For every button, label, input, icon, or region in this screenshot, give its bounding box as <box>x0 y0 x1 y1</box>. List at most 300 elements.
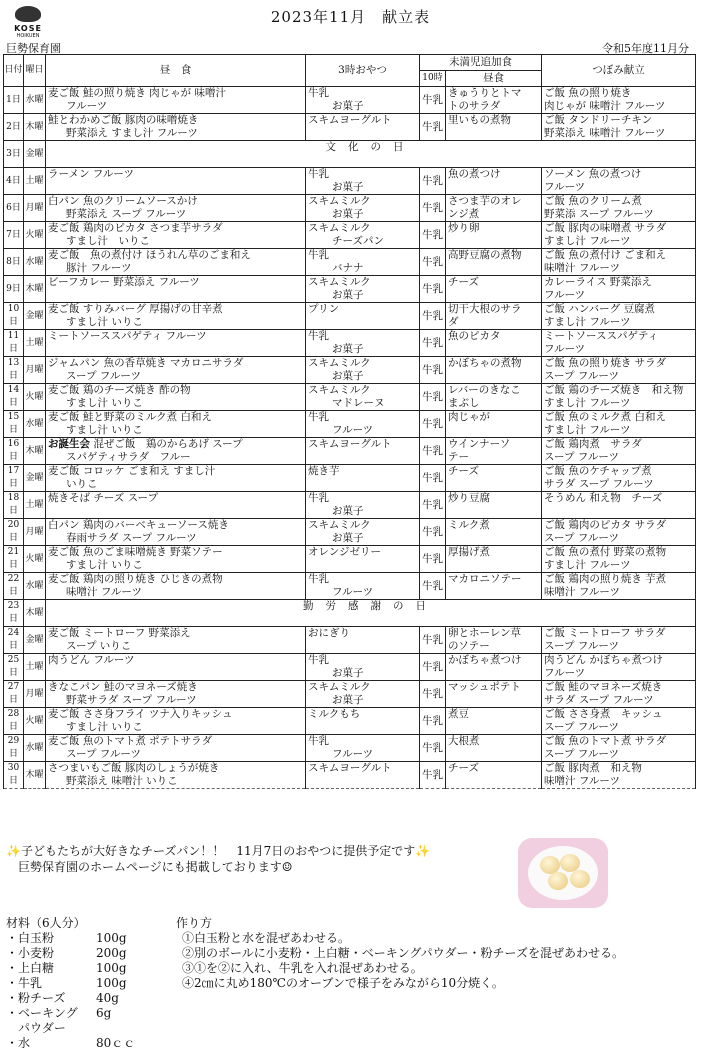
extra-line-2: ダ <box>448 316 459 328</box>
extra-line-1: かぼちゃの煮物 <box>448 357 522 369</box>
weekday-cell: 水曜 <box>24 411 46 438</box>
snack-line-2: マドレーヌ <box>332 397 385 409</box>
tsubomi-line-1: ご飯 豚肉煮 和え物 <box>544 762 642 774</box>
tsubomi-cell <box>542 735 696 762</box>
extra-line-1: ミルク煮 <box>448 519 490 531</box>
weekday-cell: 木曜 <box>24 438 46 465</box>
weekday-cell: 土曜 <box>24 330 46 357</box>
method-title: 作り方 <box>176 916 213 930</box>
menu-row <box>4 573 696 600</box>
snack-line-1: 焼き芋 <box>308 465 340 477</box>
weekday-cell: 金曜 <box>24 141 46 168</box>
tsubomi-line-1: ご飯 豚肉の味噌煮 サラダ <box>544 222 667 234</box>
lunch-line-2: 味噌汁 フルーツ <box>66 586 142 598</box>
extra-lunch-cell <box>446 519 542 546</box>
menu-row <box>4 87 696 114</box>
extra-line-1: レバーのきなこ <box>448 384 521 396</box>
material-name: ・牛乳 <box>6 976 43 990</box>
day-cell: 3日 <box>4 141 24 168</box>
day-cell: 10日 <box>4 303 24 330</box>
extra-lunch-cell <box>446 627 542 654</box>
material-amount: 100g <box>96 961 127 975</box>
lunch-line-2: すまし汁 いりこ <box>66 397 143 409</box>
extra-lunch-cell <box>446 168 542 195</box>
extra-line-2: テー <box>448 451 469 463</box>
lunch-line-1: 麦ご飯 魚の煮付け ほうれん草のごま和え <box>48 249 251 261</box>
lunch-line-1: 麦ご飯 コロッケ ごま和え すまし汁 <box>48 465 216 477</box>
lunch-cell <box>46 195 306 222</box>
lunch-line-2: スパゲティサラダ フルー <box>66 451 191 463</box>
material-amount: 40g <box>96 991 119 1005</box>
material-amount: 6g <box>96 1006 112 1020</box>
tsubomi-line-2: フルーツ <box>544 343 586 355</box>
lunch-line-2: すまし汁 いりこ <box>66 721 143 733</box>
snack-cell <box>306 276 420 303</box>
day-cell: 8日 <box>4 249 24 276</box>
ten-oclock-cell: 牛乳 <box>420 87 446 114</box>
snack-line-2: お菓子 <box>332 370 364 382</box>
extra-line-1: かぼちゃ煮つけ <box>448 654 522 666</box>
day-cell: 22日 <box>4 573 24 600</box>
snack-line-1: 牛乳 <box>308 87 329 99</box>
day-cell: 24日 <box>4 627 24 654</box>
tsubomi-cell <box>542 195 696 222</box>
extra-lunch-cell <box>446 492 542 519</box>
extra-line-1: 魚のピカタ <box>448 330 501 342</box>
tsubomi-cell <box>542 384 696 411</box>
snack-cell <box>306 303 420 330</box>
lunch-line-1: 麦ご飯 鶏肉のピカタ さつま芋サラダ <box>48 222 223 234</box>
extra-line-1: チーズ <box>448 465 479 477</box>
material-item <box>6 961 135 976</box>
holiday-cell: 文化の日 <box>46 141 696 168</box>
menu-row <box>4 627 696 654</box>
snack-line-2: お菓子 <box>332 667 364 679</box>
day-cell: 28日 <box>4 708 24 735</box>
ten-oclock-cell: 牛乳 <box>420 222 446 249</box>
menu-row <box>4 195 696 222</box>
lunch-cell <box>46 627 306 654</box>
snack-line-1: スキムヨーグルト <box>308 762 392 774</box>
tsubomi-line-1: カレーライス 野菜添え <box>544 276 652 288</box>
snack-cell <box>306 735 420 762</box>
day-cell: 21日 <box>4 546 24 573</box>
weekday-cell: 水曜 <box>24 249 46 276</box>
col-tsubomi: つぼみ献立 <box>542 55 696 87</box>
extra-line-2: トのサラダ <box>448 100 501 112</box>
weekday-cell: 土曜 <box>24 168 46 195</box>
menu-row <box>4 357 696 384</box>
materials-title: 材料（6人分） <box>6 916 86 930</box>
tsubomi-line-1: ご飯 鶏のチーズ焼き 和え物 <box>544 384 684 396</box>
ten-oclock-cell: 牛乳 <box>420 330 446 357</box>
tsubomi-line-1: ソーメン 魚の煮つけ <box>544 168 642 180</box>
cheese-bread-photo <box>518 838 608 908</box>
lunch-line-2: フルーツ <box>66 100 108 112</box>
lunch-cell <box>46 465 306 492</box>
tsubomi-line-1: ご飯 魚のケチャップ煮 <box>544 465 652 477</box>
extra-line-2: ンジ煮 <box>448 208 480 220</box>
extra-lunch-cell <box>446 465 542 492</box>
extra-lunch-cell <box>446 708 542 735</box>
extra-lunch-cell <box>446 276 542 303</box>
lunch-line-1: 鮭とわかめご飯 豚肉の味噌焼き <box>48 114 199 126</box>
menu-row <box>4 438 696 465</box>
snack-line-2: お菓子 <box>332 289 364 301</box>
day-cell: 20日 <box>4 519 24 546</box>
tsubomi-line-2: すまし汁 フルーツ <box>544 397 631 409</box>
tsubomi-line-2: 野菜添え 味噌汁 フルーツ <box>544 127 666 139</box>
snack-line-1: スキムミルク <box>308 519 371 531</box>
ten-oclock-cell: 牛乳 <box>420 465 446 492</box>
material-amount: 80ｃｃ <box>96 1036 136 1050</box>
day-cell: 23日 <box>4 600 24 627</box>
menu-row <box>4 384 696 411</box>
material-amount: 100g <box>96 931 127 945</box>
tsubomi-cell <box>542 303 696 330</box>
tsubomi-line-2: 味噌汁 フルーツ <box>544 586 620 598</box>
snack-line-1: 牛乳 <box>308 573 329 585</box>
ten-oclock-cell: 牛乳 <box>420 546 446 573</box>
extra-lunch-cell <box>446 384 542 411</box>
tsubomi-cell <box>542 168 696 195</box>
snack-line-1: プリン <box>308 303 340 315</box>
lunch-cell <box>46 546 306 573</box>
snack-line-2: バナナ <box>332 262 364 274</box>
tsubomi-line-2: スープ フルーツ <box>544 721 619 733</box>
snack-cell <box>306 762 420 789</box>
ten-oclock-cell: 牛乳 <box>420 411 446 438</box>
day-cell: 17日 <box>4 465 24 492</box>
method-step: ④2㎝に丸め180℃のオーブンで様子をみながら10分焼く。 <box>182 976 504 990</box>
snack-cell <box>306 384 420 411</box>
snack-line-1: スキムヨーグルト <box>308 114 392 126</box>
menu-row <box>4 411 696 438</box>
school-name: 巨勢保育園 <box>6 42 61 55</box>
snack-line-1: スキムミルク <box>308 276 371 288</box>
snack-line-1: 牛乳 <box>308 492 329 504</box>
weekday-cell: 土曜 <box>24 654 46 681</box>
extra-lunch-cell <box>446 573 542 600</box>
snack-line-1: スキムミルク <box>308 384 371 396</box>
lunch-line-2: 野菜添え 味噌汁 いりこ <box>66 775 178 787</box>
snack-cell <box>306 654 420 681</box>
col-date: 日付 <box>4 55 24 87</box>
recipe-materials <box>6 916 135 1051</box>
tsubomi-cell <box>542 708 696 735</box>
lunch-line-2: すまし汁 いりこ <box>66 424 143 436</box>
day-cell: 11日 <box>4 330 24 357</box>
day-cell: 16日 <box>4 438 24 465</box>
tsubomi-line-2: 味噌汁 フルーツ <box>544 262 620 274</box>
weekday-cell: 木曜 <box>24 762 46 789</box>
tsubomi-line-1: ご飯 ささ身煮 キッシュ <box>544 708 663 720</box>
snack-line-2: フルーツ <box>332 424 374 436</box>
extra-line-2: のソテー <box>448 640 490 652</box>
tsubomi-cell <box>542 222 696 249</box>
weekday-cell: 水曜 <box>24 735 46 762</box>
snack-cell <box>306 708 420 735</box>
snack-line-2: チーズパン <box>332 235 384 247</box>
ten-oclock-cell: 牛乳 <box>420 276 446 303</box>
day-cell: 4日 <box>4 168 24 195</box>
snack-line-2: お菓子 <box>332 694 364 706</box>
material-item <box>6 1021 135 1036</box>
snack-line-1: スキムヨーグルト <box>308 438 392 450</box>
lunch-cell <box>46 330 306 357</box>
extra-line-1: チーズ <box>448 276 479 288</box>
weekday-cell: 金曜 <box>24 627 46 654</box>
extra-lunch-cell <box>446 195 542 222</box>
col-extra-lunch: 昼食 <box>446 71 542 87</box>
ten-oclock-cell: 牛乳 <box>420 681 446 708</box>
menu-row <box>4 600 696 627</box>
day-cell: 30日 <box>4 762 24 789</box>
lunch-line-1: 白パン 鶏肉のバーベキューソース焼き <box>48 519 229 531</box>
tsubomi-line-1: ミートソーススパゲティ <box>544 330 659 342</box>
extra-line-1: 炒り豆腐 <box>448 492 490 504</box>
col-dow: 曜日 <box>24 55 46 87</box>
menu-row <box>4 546 696 573</box>
menu-row <box>4 168 696 195</box>
tsubomi-line-1: そうめん 和え物 チーズ <box>544 492 663 504</box>
extra-line-1: 大根煮 <box>448 735 480 747</box>
ten-oclock-cell: 牛乳 <box>420 573 446 600</box>
snack-line-1: 牛乳 <box>308 168 329 180</box>
snack-cell <box>306 249 420 276</box>
method-step: ②別のボールに小麦粉・上白糖・ベーキングパウダー・粉チーズを混ぜあわせる。 <box>182 946 624 960</box>
extra-line-1: ウインナーソ <box>448 438 511 450</box>
tsubomi-cell <box>542 465 696 492</box>
lunch-line-1: ラーメン フルーツ <box>48 168 134 180</box>
menu-table <box>3 54 696 789</box>
tsubomi-cell <box>542 114 696 141</box>
lunch-line-1: 麦ご飯 ささ身フライ ツナ入りキッシュ <box>48 708 233 720</box>
lunch-cell <box>46 168 306 195</box>
extra-line-1: チーズ <box>448 762 479 774</box>
extra-line-1: 卵とホーレン草 <box>448 627 522 639</box>
tsubomi-line-1: ご飯 タンドリーチキン <box>544 114 653 126</box>
menu-row <box>4 303 696 330</box>
menu-row <box>4 708 696 735</box>
tsubomi-cell <box>542 357 696 384</box>
ten-oclock-cell: 牛乳 <box>420 735 446 762</box>
snack-line-1: 牛乳 <box>308 411 329 423</box>
material-item <box>6 931 135 946</box>
extra-line-1: 切干大根のサラ <box>448 303 522 315</box>
extra-line-1: 炒り卵 <box>448 222 480 234</box>
lunch-cell <box>46 492 306 519</box>
tsubomi-line-1: ご飯 魚の煮付け ごま和え <box>544 249 667 261</box>
weekday-cell: 火曜 <box>24 384 46 411</box>
material-name: ・水 <box>6 1036 31 1050</box>
extra-lunch-cell <box>446 222 542 249</box>
weekday-cell: 木曜 <box>24 276 46 303</box>
snack-cell <box>306 87 420 114</box>
day-cell: 15日 <box>4 411 24 438</box>
tsubomi-line-1: ご飯 魚のミルク煮 白和え <box>544 411 666 423</box>
lunch-cell <box>46 276 306 303</box>
snack-line-1: おにぎり <box>308 627 350 639</box>
lunch-line-2: 豚汁 フルーツ <box>66 262 132 274</box>
material-name: ・小麦粉 <box>6 946 55 960</box>
weekday-cell: 土曜 <box>24 492 46 519</box>
lunch-line-2: すまし汁 いりこ <box>66 235 150 247</box>
tsubomi-cell <box>542 627 696 654</box>
snack-cell <box>306 357 420 384</box>
tsubomi-cell <box>542 654 696 681</box>
snack-line-1: 牛乳 <box>308 654 329 666</box>
material-name: ・白玉粉 <box>6 931 55 945</box>
ten-oclock-cell: 牛乳 <box>420 303 446 330</box>
snack-line-2: お菓子 <box>332 208 364 220</box>
tsubomi-line-2: 野菜添 スープ フルーツ <box>544 208 654 220</box>
snack-line-1: スキムミルク <box>308 357 371 369</box>
extra-line-1: きゅうりとトマ <box>448 87 522 99</box>
weekday-cell: 木曜 <box>24 114 46 141</box>
snack-line-2: お菓子 <box>332 343 364 355</box>
ten-oclock-cell: 牛乳 <box>420 438 446 465</box>
snack-cell <box>306 573 420 600</box>
tsubomi-line-1: 肉うどん かぼちゃ煮つけ <box>544 654 663 666</box>
lunch-line-2: 野菜サラダ スープ フルーツ <box>66 694 197 706</box>
lunch-line-1: 麦ご飯 すりみバーグ 厚揚げの甘辛煮 <box>48 303 223 315</box>
lunch-cell <box>46 762 306 789</box>
col-lunch: 昼 食 <box>46 55 306 87</box>
lunch-line-1: 麦ご飯 ミートローフ 野菜添え <box>48 627 191 639</box>
material-item <box>6 946 135 961</box>
snack-line-2: フルーツ <box>332 748 374 760</box>
snack-line-1: オレンジゼリー <box>308 546 381 558</box>
menu-row <box>4 249 696 276</box>
menu-row <box>4 276 696 303</box>
day-cell: 25日 <box>4 654 24 681</box>
lunch-line-1: さつまいもご飯 豚肉のしょうが焼き <box>48 762 220 774</box>
material-item <box>6 1036 135 1051</box>
tsubomi-cell <box>542 330 696 357</box>
tsubomi-cell <box>542 762 696 789</box>
tsubomi-cell <box>542 276 696 303</box>
cheese-bun-icon <box>548 872 568 890</box>
weekday-cell: 金曜 <box>24 465 46 492</box>
lunch-cell <box>46 681 306 708</box>
tsubomi-line-2: サラダ スープ フルーツ <box>544 694 654 706</box>
snack-line-2: お菓子 <box>332 100 364 112</box>
tsubomi-cell <box>542 438 696 465</box>
extra-line-1: さつま芋のオレ <box>448 195 522 207</box>
method-step: ③①を②に入れ、牛乳を入れ混ぜあわせる。 <box>182 961 423 975</box>
day-cell: 6日 <box>4 195 24 222</box>
menu-row <box>4 681 696 708</box>
lunch-line-2: すまし汁 いりこ <box>66 316 143 328</box>
tsubomi-cell <box>542 546 696 573</box>
tsubomi-line-2: スープ フルーツ <box>544 640 619 652</box>
extra-line-1: 厚揚げ煮 <box>448 546 490 558</box>
ten-oclock-cell: 牛乳 <box>420 492 446 519</box>
lunch-line-2: いりこ <box>66 478 98 490</box>
logo-sub: HOIKUEN <box>16 33 40 39</box>
tsubomi-line-2: フルーツ <box>544 289 586 301</box>
menu-row <box>4 141 696 168</box>
menu-row <box>4 762 696 789</box>
menu-row <box>4 330 696 357</box>
tsubomi-line-1: ご飯 鶏肉のピカタ サラダ <box>544 519 667 531</box>
extra-lunch-cell <box>446 762 542 789</box>
weekday-cell: 水曜 <box>24 87 46 114</box>
extra-line-1: 煮豆 <box>448 708 469 720</box>
tsubomi-line-2: サラダ スープ フルーツ <box>544 478 654 490</box>
lunch-line-1: 混ぜご飯 鶏のからあげ スープ <box>93 438 243 450</box>
extra-lunch-cell <box>446 681 542 708</box>
page-title: 2023年11月 献立表 <box>270 8 431 26</box>
tsubomi-line-1: ご飯 魚のクリーム煮 <box>544 195 642 207</box>
extra-line-1: 魚の煮つけ <box>448 168 501 180</box>
lunch-cell <box>46 114 306 141</box>
tsubomi-line-2: すまし汁 フルーツ <box>544 235 631 247</box>
snack-line-2: お菓子 <box>332 505 364 517</box>
lunch-line-1: 麦ご飯 鶏のチーズ焼き 酢の物 <box>48 384 191 396</box>
tsubomi-line-1: ご飯 魚のトマト煮 サラダ <box>544 735 667 747</box>
snack-cell <box>306 114 420 141</box>
snack-cell <box>306 627 420 654</box>
material-item <box>6 1006 135 1021</box>
tsubomi-cell <box>542 492 696 519</box>
menu-row <box>4 222 696 249</box>
day-cell: 2日 <box>4 114 24 141</box>
snack-cell <box>306 492 420 519</box>
snack-cell <box>306 519 420 546</box>
day-cell: 9日 <box>4 276 24 303</box>
tsubomi-line-2: 肉じゃが 味噌汁 フルーツ <box>544 100 666 112</box>
tsubomi-line-2: スープ フルーツ <box>544 532 619 544</box>
ten-oclock-cell: 牛乳 <box>420 654 446 681</box>
tsubomi-cell <box>542 249 696 276</box>
extra-lunch-cell <box>446 654 542 681</box>
lunch-line-1: 麦ご飯 魚のごま味噌焼き 野菜ソテー <box>48 546 223 558</box>
holiday-cell: 勤労感謝の日 <box>46 600 696 627</box>
day-cell: 18日 <box>4 492 24 519</box>
lunch-cell <box>46 87 306 114</box>
snack-line-1: スキムミルク <box>308 681 371 693</box>
lunch-line-1: ビーフカレー 野菜添え フルーツ <box>48 276 200 288</box>
extra-line-1: 肉じゃが <box>448 411 490 423</box>
tsubomi-line-2: フルーツ <box>544 667 586 679</box>
day-cell: 29日 <box>4 735 24 762</box>
lunch-line-2: すまし汁 いりこ <box>66 559 143 571</box>
lunch-line-2: 春雨サラダ スープ フルーツ <box>66 532 197 544</box>
tsubomi-line-2: すまし汁 フルーツ <box>544 559 631 571</box>
method-step: ①白玉粉と水を混ぜあわせる。 <box>182 931 351 945</box>
tsubomi-line-2: スープ フルーツ <box>544 451 619 463</box>
lunch-line-2: 野菜添え スープ フルーツ <box>66 208 187 220</box>
snack-line-1: ミルクもち <box>308 708 361 720</box>
snack-line-2: お菓子 <box>332 532 364 544</box>
snack-line-2: フルーツ <box>332 586 374 598</box>
lunch-cell <box>46 573 306 600</box>
day-cell: 1日 <box>4 87 24 114</box>
col-snack: 3時おやつ <box>306 55 420 87</box>
lunch-line-1: 焼きそば チーズ スープ <box>48 492 159 504</box>
extra-lunch-cell <box>446 303 542 330</box>
snack-cell <box>306 195 420 222</box>
logo-brand: KOSE <box>14 24 42 33</box>
lunch-line-1: 麦ご飯 鮭の照り焼き 肉じゃが 味噌汁 <box>48 87 227 99</box>
tsubomi-line-1: ご飯 魚の煮付 野菜の煮物 <box>544 546 667 558</box>
lunch-cell <box>46 519 306 546</box>
extra-line-1: 里いもの煮物 <box>448 114 511 126</box>
lunch-cell <box>46 249 306 276</box>
weekday-cell: 木曜 <box>24 600 46 627</box>
